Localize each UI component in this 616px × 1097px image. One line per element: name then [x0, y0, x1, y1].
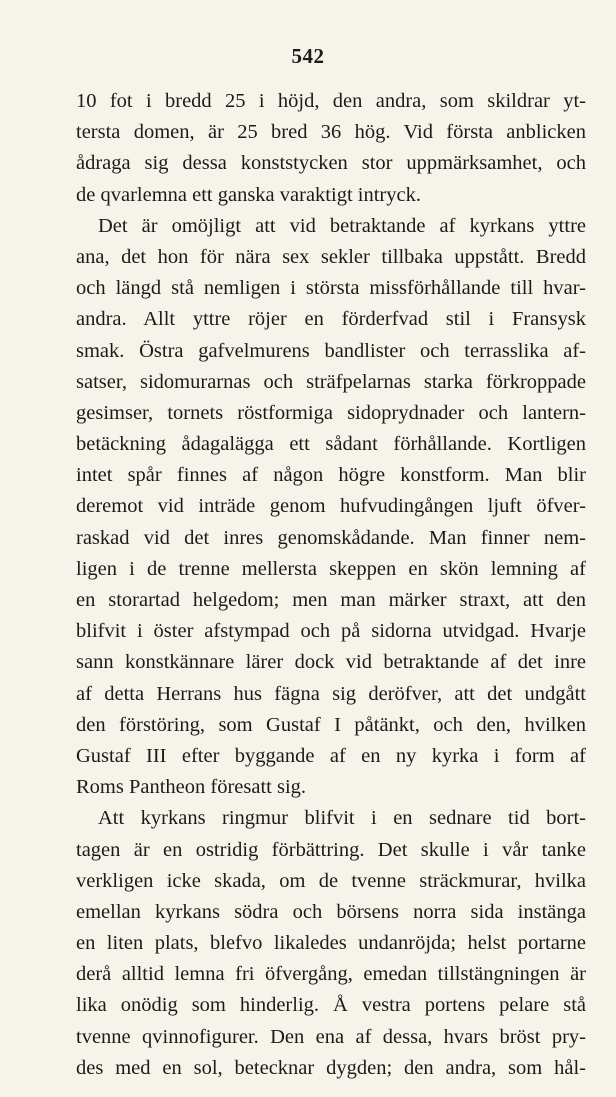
- text-line: en storartad helgedom; men man märker straxt, att den: [76, 589, 586, 611]
- text-line: emellan kyrkans södra och börsens norra sida instänga: [76, 900, 586, 923]
- text-line: blifvit i öster afstympad och på sidorna utvidgad. Hvarje: [76, 620, 586, 643]
- text-line: af detta Herrans hus fägna sig deröfver, att det undgått: [76, 682, 586, 705]
- text-line: tvenne qvinnofigurer. Den ena af dessa, hvars bröst pry-: [76, 1025, 586, 1048]
- text-line: Det är omöjligt att vid betraktande af kyrkans yttre: [98, 214, 586, 237]
- text-line: Att kyrkans ringmur blifvit i en sednare tid bort-: [98, 807, 586, 830]
- text-line: betäckning ådagalägga ett sådant förhållande. Kortligen: [76, 433, 586, 456]
- text-line: tagen är en ostridig förbättring. Det skulle i vår tanke: [76, 838, 586, 861]
- text-line: deremot vid inträde genom hufvudingången ljuft öfver-: [76, 495, 586, 518]
- body-text: [76, 86, 586, 1084]
- text-line: verkligen icke skada, om de tvenne sträckmurar, hvilka: [76, 869, 586, 892]
- text-line: sann konstkännare lärer dock vid betraktande af det inre: [76, 651, 586, 674]
- text-line: ana, det hon för nära sex sekler tillbaka uppstått. Bredd: [76, 245, 586, 268]
- text-line: den förstöring, som Gustaf I påtänkt, och den, hvilken: [76, 713, 586, 736]
- text-line: des med en sol, betecknar dygden; den andra, som hål-: [76, 1056, 586, 1079]
- text-line: de qvarlemna ett ganska varaktigt intryck.: [76, 183, 421, 206]
- text-line: raskad vid det inres genomskådande. Man finner nem-: [76, 526, 586, 549]
- text-line: Gustaf III efter byggande af en ny kyrka i form af: [76, 744, 586, 767]
- text-line: andra. Allt yttre röjer en förderfvad stil i Fransysk: [76, 308, 586, 331]
- text-line: satser, sidomurarnas och sträfpelarnas starka förkroppade: [76, 370, 586, 393]
- text-line: intet spår finnes af någon högre konstform. Man blir: [76, 464, 586, 487]
- text-line: ligen i de trenne mellersta skeppen en skön lemning af: [76, 557, 586, 580]
- text-line: smak. Östra gafvelmurens bandlister och terrasslika af-: [76, 339, 586, 362]
- text-line: lika onödig som hinderlig. Å vestra portens pelare stå: [76, 994, 586, 1017]
- text-line: en liten plats, blefvo likaledes undanröjda; helst portarne: [76, 932, 586, 955]
- text-line: tersta domen, är 25 bred 36 hög. Vid första anblicken: [76, 121, 586, 144]
- text-line: ådraga sig dessa konststycken stor uppmärksamhet, och: [76, 152, 586, 175]
- text-line: 10 fot i bredd 25 i höjd, den andra, som skildrar yt-: [76, 90, 586, 112]
- page-number: 542: [291, 44, 325, 68]
- text-line: derå alltid lemna fri öfvergång, emedan tillstängningen är: [76, 963, 586, 986]
- text-line: Roms Pantheon föresatt sig.: [76, 776, 307, 799]
- text-line: gesimser, tornets röstformiga sidoprydnader och lantern-: [76, 401, 586, 424]
- text-line: och längd stå nemligen i största missförhållande till hvar-: [76, 277, 586, 300]
